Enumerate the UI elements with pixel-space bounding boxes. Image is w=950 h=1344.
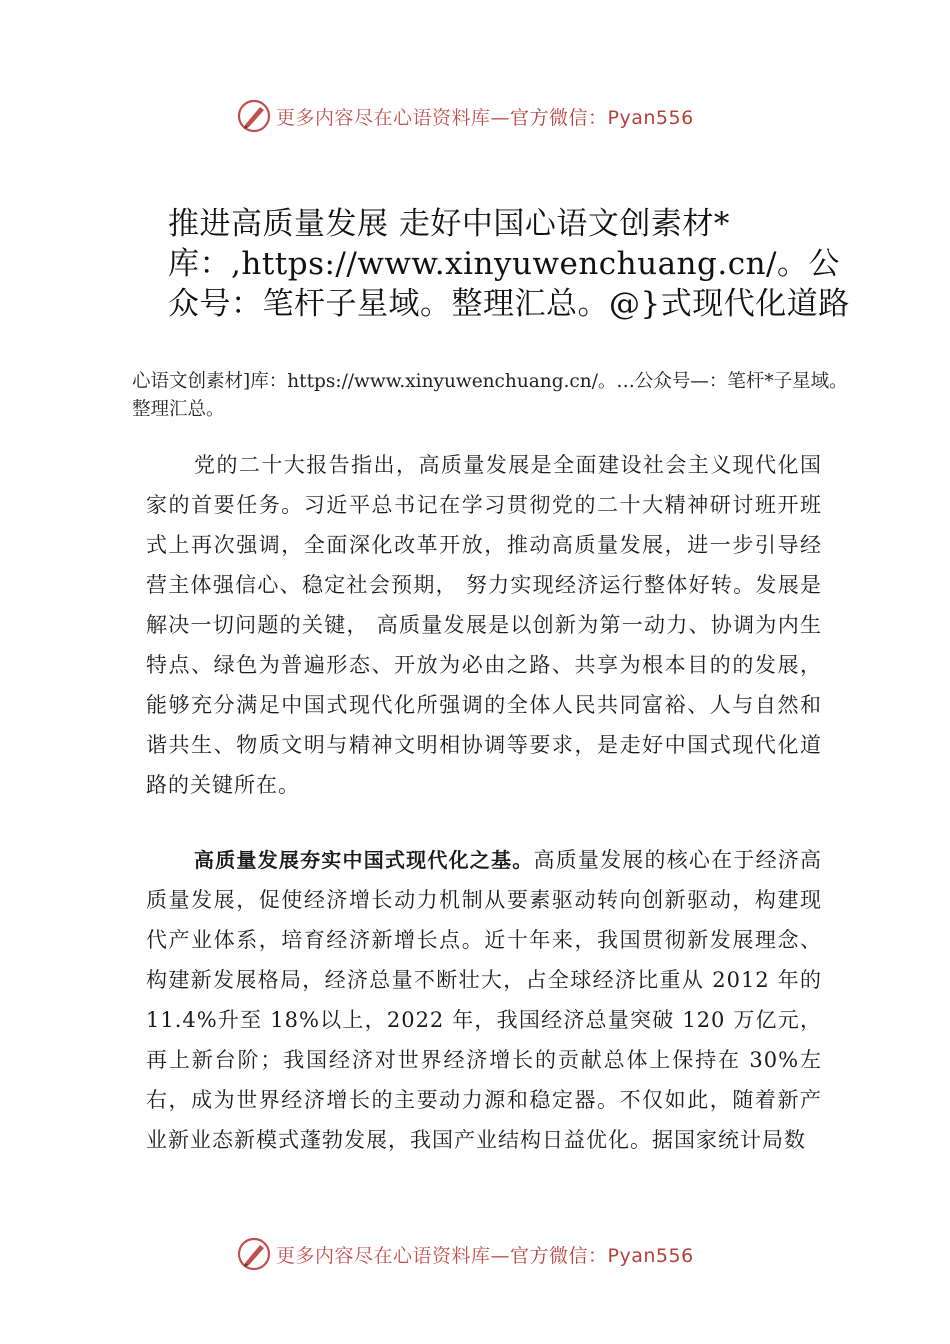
header-banner-text: 更多内容尽在心语资料库—官方微信：Pyan556 xyxy=(276,106,694,129)
footer-banner xyxy=(236,1234,694,1274)
pen-logo-icon xyxy=(236,98,272,134)
paragraph-foundation xyxy=(146,840,822,1160)
document-title: 推进高质量发展 走好中国心语文创素材*库：,https://www.xinyuwenchuang.cn/。公众号：笔杆子星域。整理汇总。@}式现代化道路 xyxy=(168,206,850,322)
paragraph-intro: 党的二十大报告指出，高质量发展是全面建设社会主义现代化国家的首要任务。习近平总书记在学习贯彻党的二十大精神研讨班开班式上再次强调，全面深化改革开放，推动高质量发展，进一步引导经营主体强信心、稳定社会预期， 努力实现经济运行整体好转。发展是解决一切问题的关键， 高质量发展是以创新为第一动力、协调为内生特点、绿色为普遍形态、开放为必由之路、共享为根本目的的发展，能够充分满足中国式现代化所强调的全体人民共同富裕、人与自然和谐共生、物质文明与精神文明相协调等要求，是走好中国式现代化道路的关键所在。 xyxy=(146,453,822,797)
header-banner xyxy=(236,96,694,136)
paragraph-lead-heading: 高质量发展夯实中国式现代化之基。 xyxy=(194,848,534,872)
paragraph-body: 高质量发展的核心在于经济高质量发展，促使经济增长动力机制从要素驱动转向创新驱动，构建现代产业体系，培育经济新增长点。近十年来，我国贯彻新发展理念、构建新发展格局，经济总量不断壮大，占全球经济比重从 2012 年的 11.4%升至 18%以上，2022 年，我国经济总量突破 120 万亿元，再上新台阶；我国经济对世界经济增长的贡献总体上保持在 30%左右，成为世界经济增长的主要动力源和稳定器。不仅如此，随着新产业新业态新模式蓬勃发展，我国产业结构日益优化。据国家统计局数 xyxy=(146,848,823,1152)
pen-logo-icon xyxy=(236,1236,272,1272)
source-note: 心语文创素材]库：https://www.xinyuwenchuang.cn/。…公众号—：笔杆*子星域。整理汇总。 xyxy=(132,371,848,420)
footer-banner-text: 更多内容尽在心语资料库—官方微信：Pyan556 xyxy=(276,1244,694,1267)
